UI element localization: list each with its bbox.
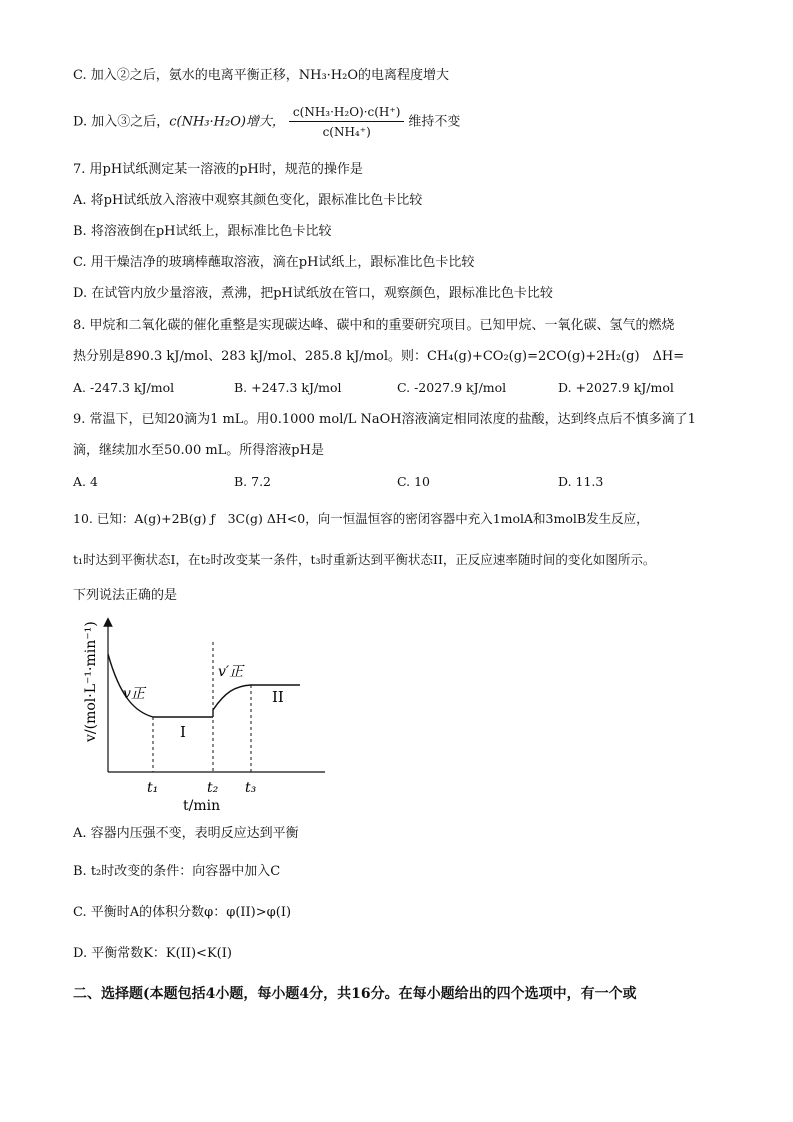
q10-option-b: B. t₂时改变的条件：向容器中加入C (73, 864, 281, 879)
q9-option-a: A. 4 (73, 474, 98, 489)
q8-stem-line1: 8. 甲烷和二氧化碳的催化重整是实现碳达峰、碳中和的重要研究项目。已知甲烷、一氧化碳、氢气的燃烧 (73, 318, 675, 333)
q9-option-c: C. 10 (397, 474, 430, 489)
y-axis-label: v/(mol·L⁻¹·min⁻¹) (83, 621, 99, 742)
tick-t2: t₂ (207, 780, 219, 796)
q10-option-c: C. 平衡时A的体积分数φ：φ(II)>φ(I) (73, 905, 292, 920)
q6-option-d-prefix: D. 加入③之后， (73, 114, 170, 130)
q6-option-c: C. 加入②之后，氨水的电离平衡正移，NH₃·H₂O的电离程度增大 (73, 68, 450, 83)
q10-stem-line1: 10. 已知：A(g)+2B(g) ƒ 3C(g) ΔH<0，向一恒温恒容的密闭容器中充入1molA和3molB发生反应， (73, 511, 649, 526)
q9-stem-line1: 9. 常温下，已知20滴为1 mL。用0.1000 mol/L NaOH溶液滴定相同浓度的盐酸，达到终点后不慎多滴了1 (73, 412, 696, 427)
q6-fraction-denominator: c(NH₄⁺) (322, 125, 371, 139)
q6-fraction-numerator: c(NH₃·H₂O)·c(H⁺) (289, 104, 404, 122)
q9-stem-line2: 滴，继续加水至50.00 mL。所得溶液pH是 (73, 443, 324, 458)
q8-stem-line2: 热分别是890.3 kJ/mol、283 kJ/mol、285.8 kJ/mol。则：CH₄(g)+CO₂(g)=2CO(g)+2H₂(g) ΔH= (73, 349, 685, 364)
region-label-I: I (180, 723, 186, 741)
q7-stem: 7. 用pH试纸测定某一溶液的pH时，规范的操作是 (73, 162, 363, 177)
x-axis-label: t/min (183, 798, 221, 814)
q8-option-c: C. -2027.9 kJ/mol (397, 380, 507, 395)
q7-option-d: D. 在试管内放少量溶液，煮沸，把pH试纸放在管口，观察颜色，跟标准比色卡比较 (73, 286, 553, 301)
tick-t3: t₃ (245, 780, 257, 796)
q9-option-b: B. 7.2 (234, 474, 272, 489)
q8-option-a: A. -247.3 kJ/mol (73, 380, 175, 395)
region-label-II: II (272, 688, 284, 706)
q10-option-a: A. 容器内压强不变，表明反应达到平衡 (73, 826, 299, 841)
q6-option-d-conc: c(NH₃·H₂O)增大， (169, 114, 285, 130)
q10-stem-line3: 下列说法正确的是 (73, 588, 178, 603)
q9-option-d: D. 11.3 (558, 474, 604, 489)
q8-option-b: B. +247.3 kJ/mol (234, 380, 342, 395)
q6-fraction (289, 104, 404, 140)
q10-option-d: D. 平衡常数K：K(II)<K(I) (73, 946, 232, 961)
tick-t1: t₁ (147, 780, 159, 796)
q7-option-a: A. 将pH试纸放入溶液中观察其颜色变化，跟标准比色卡比较 (73, 193, 423, 208)
section-2-heading: 二、选择题(本题包括4小题，每小题4分，共16分。在每小题给出的四个选项中，有一个或 (73, 986, 637, 1002)
q6-option-d (73, 104, 460, 140)
v-forward-label: v正 (123, 686, 145, 702)
q7-option-b: B. 将溶液倒在pH试纸上，跟标准比色卡比较 (73, 224, 332, 239)
q10-stem-line2: t₁时达到平衡状态I，在t₂时改变某一条件，t₃时重新达到平衡状态II，正反应速率随时间的变化如图所示。 (73, 552, 656, 567)
q8-option-d: D. +2027.9 kJ/mol (558, 380, 674, 395)
q7-option-c: C. 用干燥洁净的玻璃棒蘸取溶液，滴在pH试纸上，跟标准比色卡比较 (73, 255, 475, 270)
rate-time-graph (75, 612, 335, 832)
v-forward-prime-label: v′正 (218, 664, 244, 680)
q6-option-d-suffix: 维持不变 (408, 114, 461, 130)
v-forward-prime-curve (213, 685, 300, 717)
